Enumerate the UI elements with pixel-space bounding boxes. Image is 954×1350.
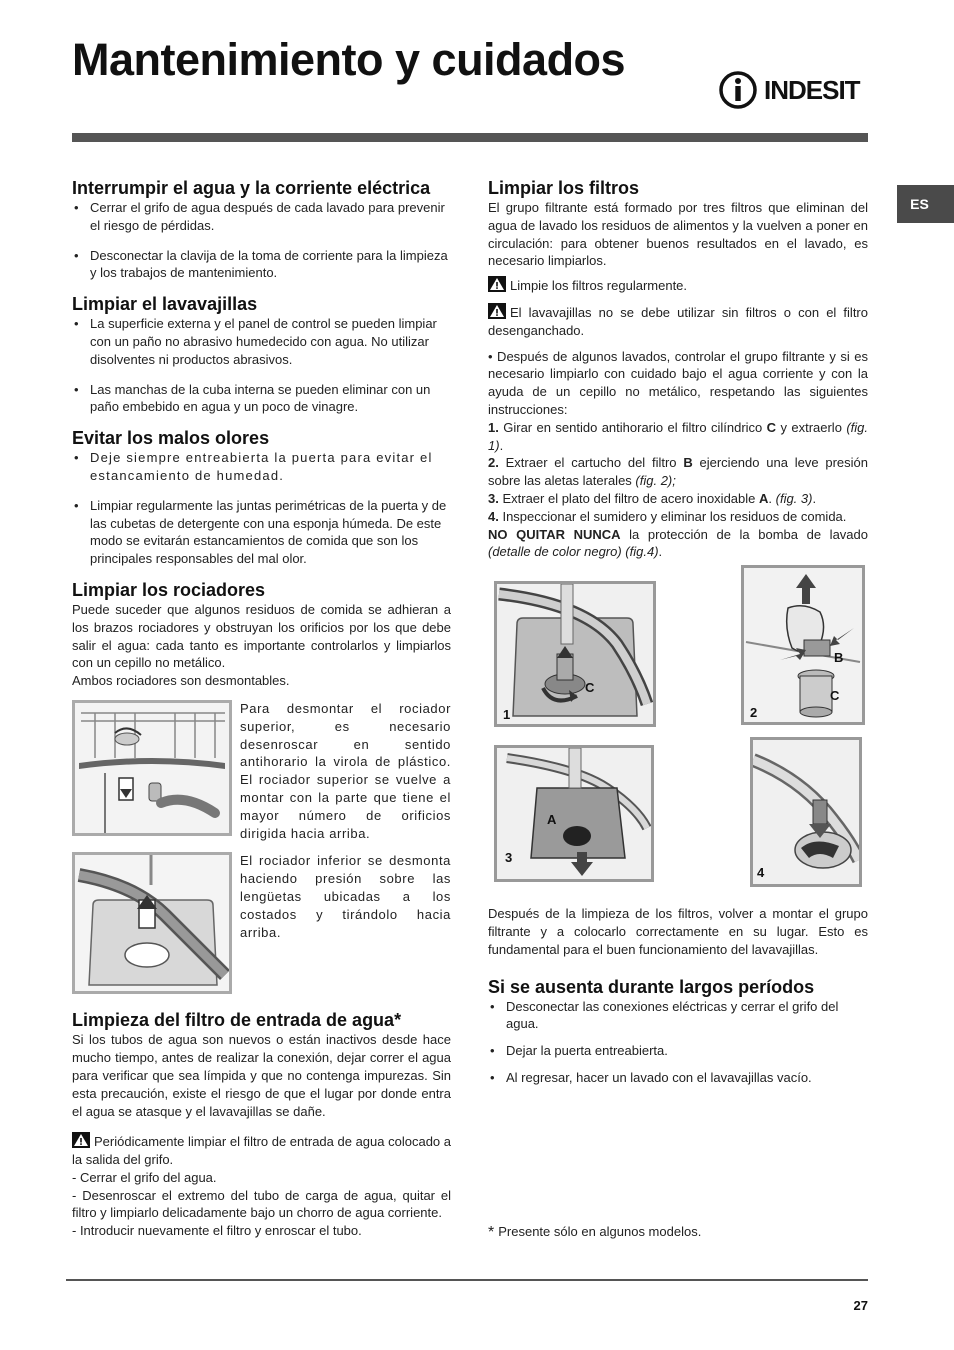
step-2: 2. Extraer el cartucho del filtro B ejerciendo una leve presión sobre las aletas laterales (fig. 2); (488, 455, 869, 489)
figure-number: 2 (750, 705, 758, 721)
paragraph: Si los tubos de agua son nuevos o están inactivos desde hace mucho tiempo, antes de realizar la conexión, dejar correr el agua para verificar que sea límpida y que no contenga impurezas. Sin esta precaución, existe el riesgo de que el lugar por donde entra el agua se atasque y el lavavajillas se dañe. (72, 1032, 451, 1119)
list-item: • Las manchas de la cuba interna se pueden eliminar con un paño embebido en agua y un poco de vinagre. (72, 381, 451, 417)
page-title: Mantenimiento y cuidados (72, 34, 626, 85)
paragraph: Después de la limpieza de los filtros, volver a montar el grupo filtrante y a colocarlo correctamente en su lugar. Esto es fundamental para el buen funcionamiento del lavavajillas. (488, 906, 868, 957)
brand-logo (718, 70, 860, 110)
list-item: • Desconectar las conexiones eléctricas y cerrar el grifo del agua. (488, 998, 868, 1034)
language-tab: ES (897, 185, 954, 223)
section-heading: Limpiar los rociadores (72, 579, 266, 600)
lower-arm-block (72, 852, 451, 994)
warning-text: El lavavajillas no se debe utilizar sin filtros o con el filtro desenganchado. (488, 304, 868, 338)
footer-rule (66, 1279, 868, 1281)
figure-label: B (834, 650, 844, 666)
step-line: - Cerrar el grifo del agua. (72, 1169, 217, 1185)
figure-4 (750, 737, 862, 887)
section-heading: Limpiar los filtros (488, 178, 640, 198)
warning-text: Periódicamente limpiar el filtro de entrada de agua colocado a la salida del grifo. (72, 1134, 451, 1168)
section-spray-arms (72, 580, 451, 994)
section-long-absence (488, 977, 868, 1087)
paragraph: El grupo filtrante está formado por tres filtros que eliminan del agua de lavado los residuos de alimentos y la vuelven a poner en circulación: para obtener buenos resultados en el lavado, es necesario limpiarlos. (488, 200, 868, 269)
footnote (488, 1224, 701, 1242)
paragraph: • Después de algunos lavados, controlar el grupo filtrante y si es necesario limpiarlo con cuidado bajo el agua corriente y con la ayuda de un cepillo no metálico, respetando las siguientes instrucciones: (488, 348, 868, 417)
figure-number: 1 (503, 707, 511, 723)
brand-name: INDESIT (764, 74, 860, 105)
list-item: • Desconectar la clavija de la toma de corriente para la limpieza y los trabajos de mantenimiento. (72, 247, 451, 283)
step-5: NO QUITAR NUNCA la protección de la bomba de lavado (detalle de color negro) (fig.4). (488, 526, 868, 560)
upper-spray-arm-illustration (72, 700, 232, 836)
figure-number: 4 (757, 865, 765, 881)
step-1: 1. Girar en sentido antihorario el filtro cilíndrico C y extraerlo (fig. 1). (488, 419, 868, 453)
list-item: • La superficie externa y el panel de control se pueden limpiar con un paño no abrasivo humedecido con agua. No utilizar disolventes ni productos abrasivos. (72, 315, 451, 368)
figure-1 (494, 581, 656, 727)
figure-1-image (497, 584, 653, 724)
warning-text: Limpie los filtros regularmente. (510, 278, 688, 294)
section-heading: Interrumpir el agua y la corriente eléctrica (72, 178, 431, 198)
section-water-power (72, 178, 451, 282)
lower-spray-arm-image (75, 855, 229, 991)
section-inlet-filter (72, 1010, 451, 1240)
figure-3 (494, 745, 654, 882)
warning-paragraph (488, 303, 868, 340)
section-clean-dishwasher (72, 294, 451, 416)
lower-spray-arm-illustration (72, 852, 232, 994)
section-heading: Limpiar el lavavajillas (72, 294, 258, 315)
list-item: • Deje siempre entreabierta la puerta para evitar el estancamiento de humedad. (72, 449, 451, 485)
section-odors (72, 428, 451, 568)
figure-4-image (753, 740, 859, 884)
warning-icon (72, 1132, 90, 1148)
step-line: - Desenroscar el extremo del tubo de carga de agua, quitar el filtro y limpiarlo delicadamente bajo un chorro de agua corriente. (72, 1187, 451, 1221)
paragraph: Ambos rociadores son desmontables. (72, 673, 290, 689)
upper-arm-block (72, 700, 451, 842)
warning-icon (488, 303, 506, 319)
list-item: • Dejar la puerta entreabierta. (488, 1042, 868, 1060)
section-heading: Evitar los malos olores (72, 428, 270, 449)
figure-label: C (830, 688, 840, 704)
section-heading: Limpieza del filtro de entrada de agua* (72, 1010, 402, 1031)
left-column (72, 178, 451, 1240)
figure-2 (741, 565, 865, 725)
figure-number: 3 (505, 850, 513, 866)
section-filters (488, 178, 868, 959)
footnote-text: Presente sólo en algunos modelos. (498, 1224, 702, 1239)
list-item: • Limpiar regularmente las juntas perimétricas de la puerta y de las cubetas de detergente con una esponja húmeda. De este modo se evitarán estancamientos de comida que son los principales responsables del mal olor. (72, 497, 451, 568)
footnote-marker: * (488, 1224, 495, 1241)
step-3: 3. Extraer el plato del filtro de acero inoxidable A. (fig. 3). (488, 490, 817, 506)
paragraph: Puede suceder que algunos residuos de comida se adhieran a los brazos rociadores y obstruyan los orificios por los que debe salir el agua: cada tanto es importante controlarlos y limpiarlos con un cepillo no metálico. (72, 601, 451, 671)
step-4: 4. Inspeccionar el sumidero y eliminar los residuos de comida. (488, 508, 847, 524)
lower-arm-text: El rociador inferior se desmonta haciendo presión sobre las lengüetas ubicadas a los costados y tirándolo hacia arriba. (240, 853, 451, 940)
figure-label: C (585, 680, 595, 696)
figure-label: A (547, 812, 557, 828)
step-line: - Introducir nuevamente el filtro y enroscar el tubo. (72, 1223, 362, 1239)
section-heading: Si se ausenta durante largos períodos (488, 976, 815, 997)
upper-arm-text: Para desmontar el rociador superior, es necesario desenroscar en sentido antihorario la virola de plástico. El rociador superior se vuelve a montar con la parte que tiene el mayor número de orificios dirigida hacia arriba. (240, 700, 451, 841)
list-item: • Cerrar el grifo de agua después de cada lavado para prevenir el riesgo de pérdidas. (72, 199, 451, 235)
warning-paragraph (72, 1132, 451, 1169)
indesit-logo-icon (718, 70, 758, 110)
warning-icon (488, 276, 506, 292)
filter-figures (488, 575, 868, 905)
upper-spray-arm-image (75, 703, 229, 833)
figure-3-image (497, 748, 651, 879)
warning-paragraph (488, 276, 868, 295)
right-column (488, 178, 868, 1087)
header-rule (72, 133, 868, 142)
figure-2-image (744, 568, 862, 722)
list-item: • Al regresar, hacer un lavado con el lavavajillas vacío. (488, 1069, 868, 1087)
page-number: 27 (853, 1298, 868, 1313)
